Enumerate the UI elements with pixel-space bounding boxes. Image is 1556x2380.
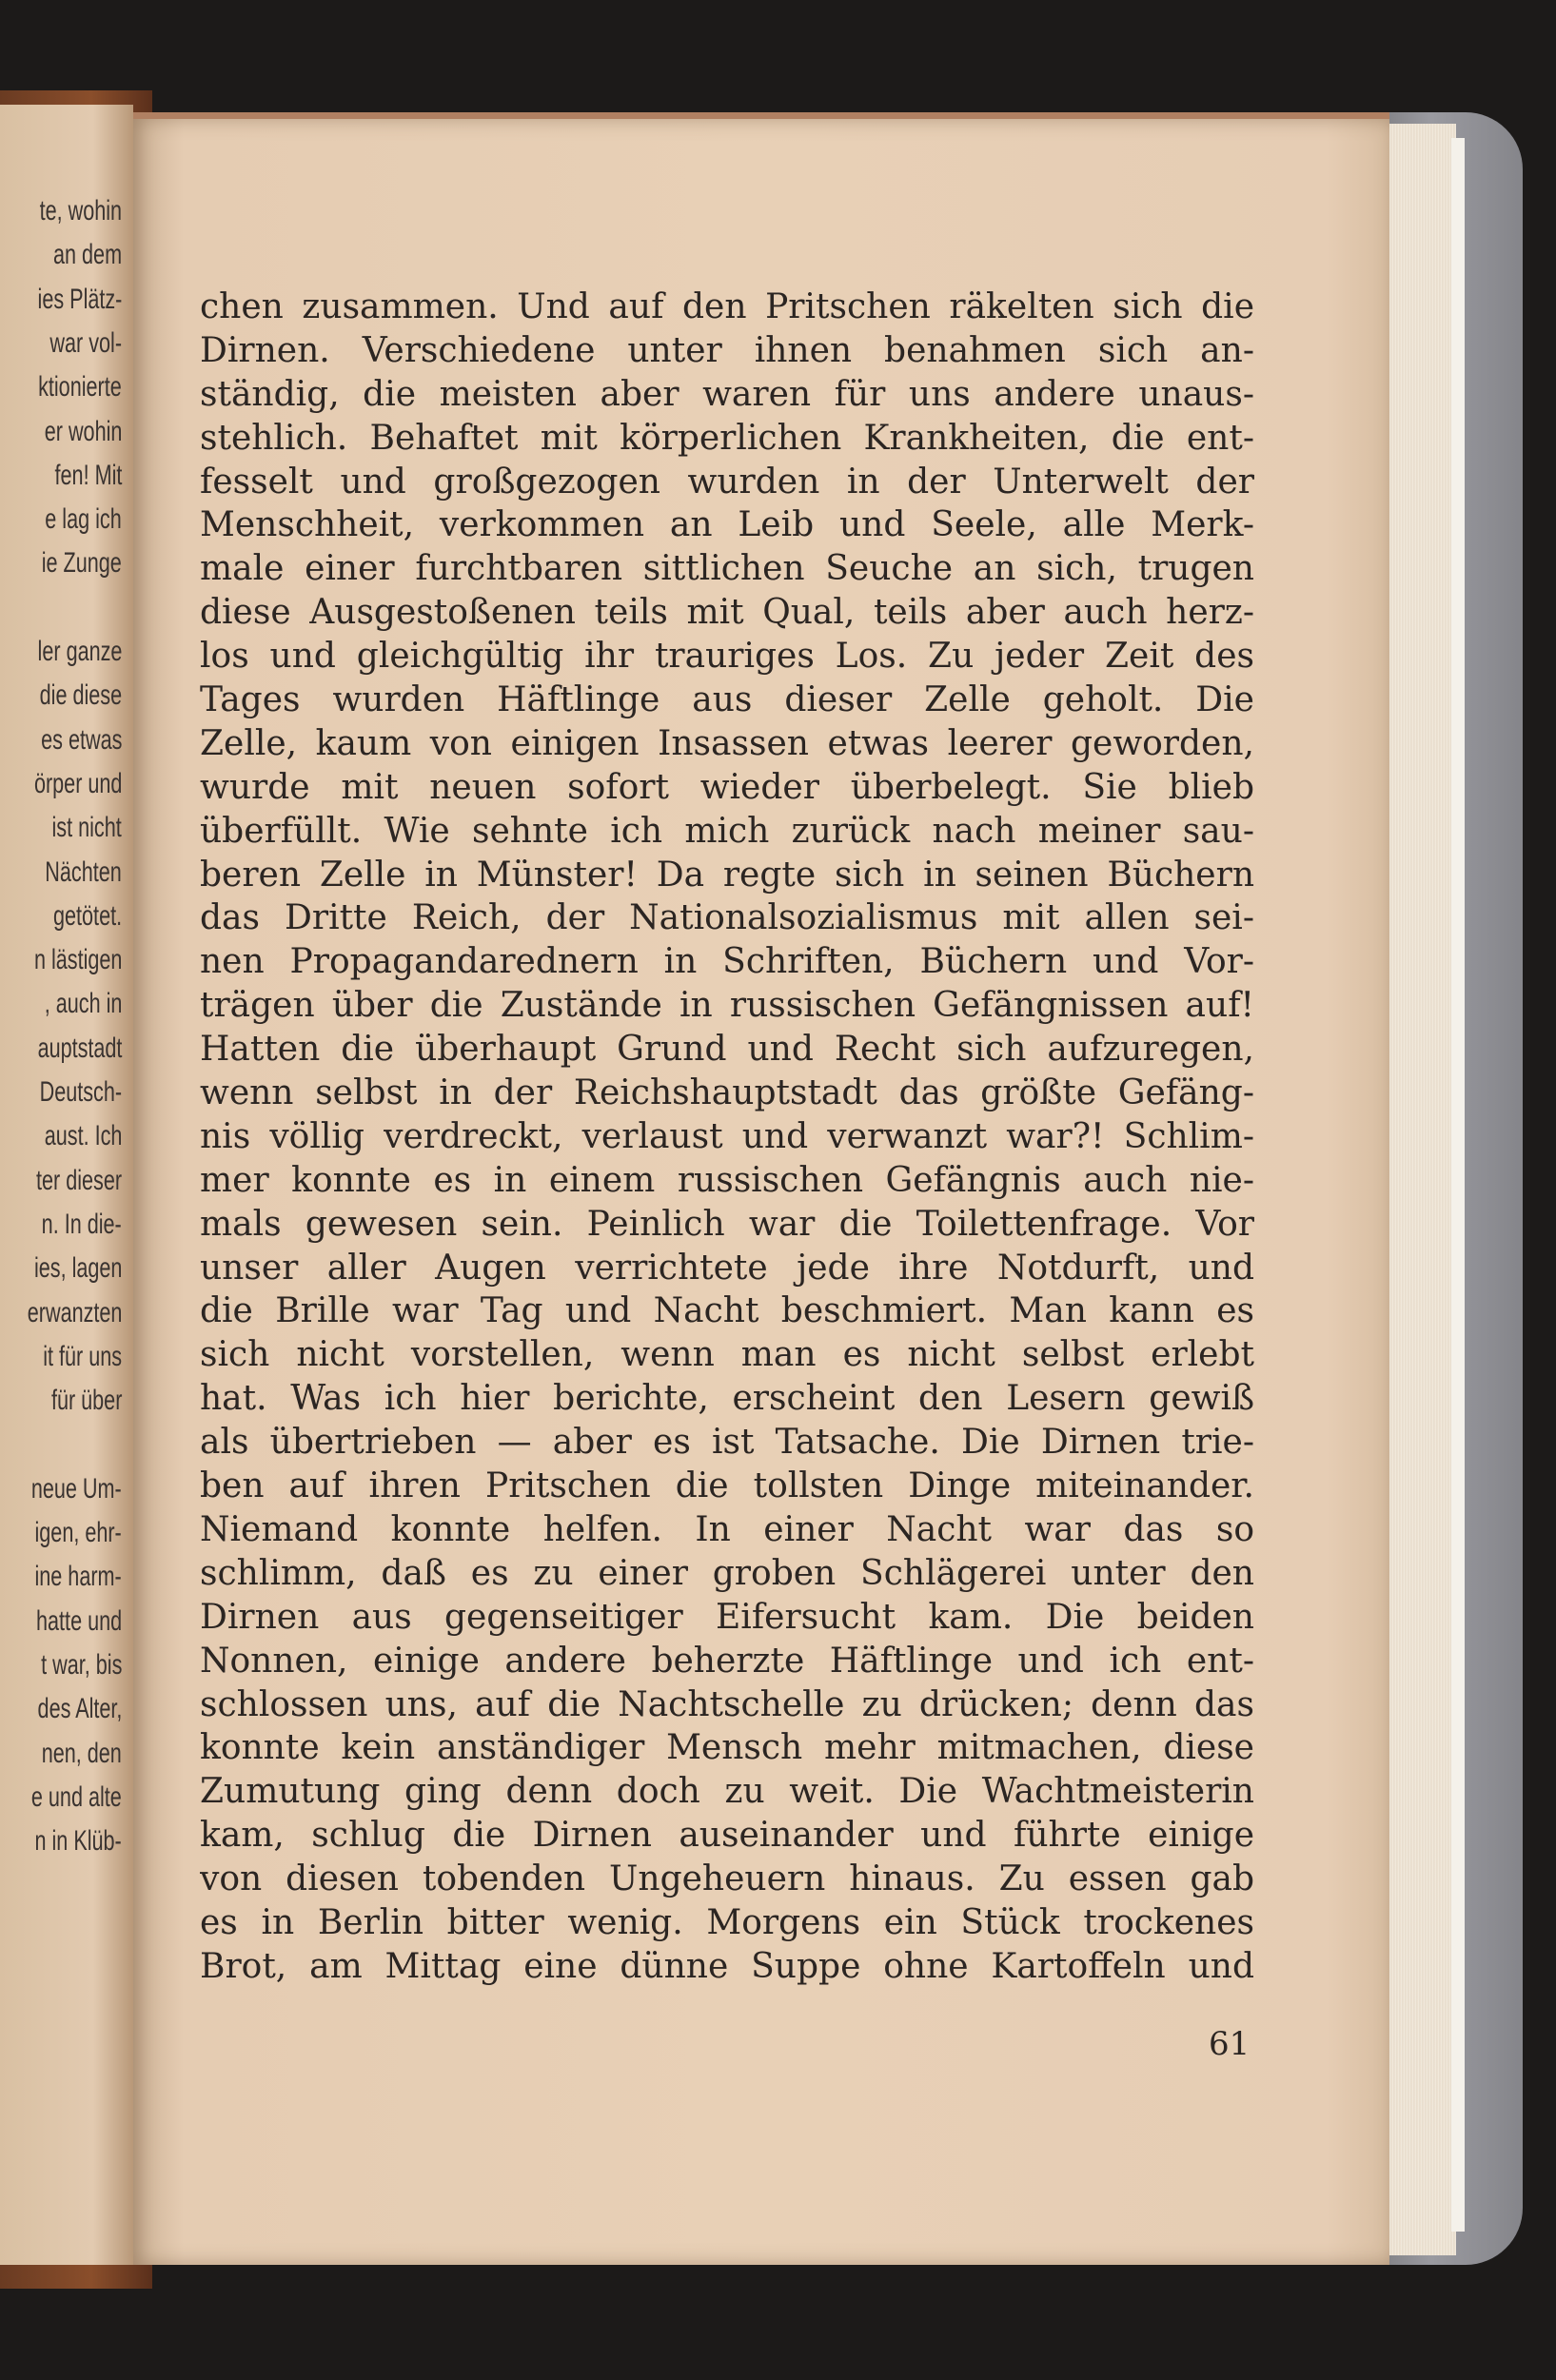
text-line: schlimm, daß es zu einer groben Schlägerei unter den <box>200 1553 1254 1593</box>
left-page-text-fragment: fen! Mit <box>54 459 122 491</box>
text-line: chen zusammen. Und auf den Pritschen räkelten sich die <box>200 287 1254 326</box>
loose-sheet <box>1451 138 1465 2232</box>
left-page <box>0 105 133 2265</box>
left-page-text-fragment: örper und <box>33 767 122 799</box>
text-line: es in Berlin bitter wenig. Morgens ein Stück trockenes <box>200 1902 1254 1942</box>
text-line: wurde mit neuen sofort wieder überbelegt. Sie blieb <box>200 767 1254 807</box>
text-line: mer konnte es in einem russischen Gefängnis auch nie- <box>200 1160 1254 1200</box>
text-line: Dirnen aus gegenseitiger Eifersucht kam. Die beiden <box>200 1597 1254 1637</box>
left-page-text-fragment: war vol- <box>49 326 122 359</box>
page-number: 61 <box>1209 2025 1251 2063</box>
left-page-text-fragment: n in Klüb- <box>34 1825 122 1858</box>
text-line: Zelle, kaum von einigen Insassen etwas leerer geworden, <box>200 723 1254 763</box>
text-line: stehlich. Behaftet mit körperlichen Krankheiten, die ent- <box>200 418 1254 458</box>
text-line: von diesen tobenden Ungeheuern hinaus. Zu essen gab <box>200 1859 1254 1899</box>
text-line: Zumutung ging denn doch zu weit. Die Wachtmeisterin <box>200 1772 1254 1812</box>
text-line: kam, schlug die Dirnen auseinander und führte einige <box>200 1816 1254 1856</box>
left-page-text-fragment: e und alte <box>31 1780 122 1813</box>
left-page-text-fragment: ies Plätz- <box>37 283 122 315</box>
text-line: schlossen uns, auf die Nachtschelle zu drücken; denn das <box>200 1684 1254 1724</box>
text-line: beren Zelle in Münster! Da regte sich in seinen Büchern <box>200 855 1254 895</box>
text-line: das Dritte Reich, der Nationalsozialismus mit allen sei- <box>200 898 1254 938</box>
left-page-text-fragment: auptstadt <box>37 1032 122 1064</box>
left-page-text-fragment: ies, lagen <box>33 1252 122 1285</box>
left-page-text-fragment: Deutsch- <box>39 1076 122 1108</box>
text-line: diese Ausgestoßenen teils mit Qual, teils aber auch herz- <box>200 593 1254 633</box>
text-line: Dirnen. Verschiedene unter ihnen benahmen sich an- <box>200 330 1254 370</box>
text-line: ständig, die meisten aber waren für uns andere unaus- <box>200 374 1254 414</box>
left-page-text-fragment: neue Um- <box>31 1472 122 1505</box>
left-page-text-fragment: aust. Ich <box>44 1120 122 1152</box>
text-line: als übertrieben — aber es ist Tatsache. Die Dirnen trie- <box>200 1423 1254 1463</box>
text-line: male einer furchtbaren sittlichen Seuche an sich, trugen <box>200 549 1254 589</box>
body-text <box>200 285 1254 1989</box>
left-page-text-fragment: Nächten <box>45 856 122 888</box>
left-page-text-fragment: e lag ich <box>45 503 122 536</box>
text-line: Nonnen, einige andere beherzte Häftlinge und ich ent- <box>200 1641 1254 1681</box>
left-page-text-fragment: , auch in <box>44 988 122 1020</box>
text-line: überfüllt. Wie sehnte ich mich zurück nach meiner sau- <box>200 811 1254 851</box>
text-line: fesselt und großgezogen wurden in der Unterwelt der <box>200 462 1254 502</box>
left-page-text-fragment: es etwas <box>40 723 122 756</box>
left-page-text-fragment: ter dieser <box>35 1164 122 1196</box>
left-page-text-fragment: ktionierte <box>38 371 122 403</box>
text-line: trägen über die Zustände in russischen Gefängnissen auf! <box>200 986 1254 1026</box>
left-page-text-fragment: t war, bis <box>40 1648 122 1681</box>
text-line: Hatten die überhaupt Grund und Recht sich aufzuregen, <box>200 1030 1254 1070</box>
left-page-text-fragment: n lästigen <box>33 944 122 976</box>
left-page-text-fragment: nen, den <box>41 1737 122 1769</box>
text-line: Tages wurden Häftlinge aus dieser Zelle geholt. Die <box>200 680 1254 720</box>
left-page-text-fragment: des Alter, <box>37 1693 122 1725</box>
text-line: Brot, am Mittag eine dünne Suppe ohne Kartoffeln und <box>200 1946 1254 1986</box>
left-page-text-fragment: erwanzten <box>27 1296 122 1328</box>
left-page-text-fragment: n. In die- <box>41 1208 122 1240</box>
text-line: hat. Was ich hier berichte, erscheint den Lesern gewiß <box>200 1379 1254 1419</box>
left-page-text-fragment: ie Zunge <box>41 547 122 580</box>
left-page-text-fragment: hatte und <box>35 1604 122 1637</box>
text-line: unser aller Augen verrichtete jede ihre Notdurft, und <box>200 1248 1254 1288</box>
text-line: Menschheit, verkommen an Leib und Seele, alle Merk- <box>200 505 1254 545</box>
text-line: konnte kein anständiger Mensch mehr mitmachen, diese <box>200 1728 1254 1768</box>
left-page-text-fragment: an dem <box>52 239 122 271</box>
left-page-text-fragment: igen, ehr- <box>34 1517 122 1548</box>
left-page-text-fragment: die diese <box>39 679 122 712</box>
text-line: die Brille war Tag und Nacht beschmiert. Man kann es <box>200 1291 1254 1331</box>
left-page-text-fragment: ist nicht <box>51 812 122 844</box>
page-edges <box>1380 124 1456 2255</box>
left-page-text-fragment: it für uns <box>43 1340 122 1372</box>
text-line: nis völlig verdreckt, verlaust und verwanzt war?! Schlim- <box>200 1116 1254 1156</box>
left-page-text-fragment: für über <box>50 1385 122 1417</box>
left-page-text-fragment: getötet. <box>52 899 122 932</box>
left-page-text-fragment: ler ganze <box>37 636 122 667</box>
text-line: los und gleichgültig ihr trauriges Los. Zu jeder Zeit des <box>200 637 1254 677</box>
text-line: nen Propagandarednern in Schriften, Büchern und Vor- <box>200 942 1254 982</box>
left-page-text-fragment: te, wohin <box>39 195 122 226</box>
left-page-text-fragment: er wohin <box>44 415 122 447</box>
text-line: mals gewesen sein. Peinlich war die Toilettenfrage. Vor <box>200 1204 1254 1244</box>
text-line: wenn selbst in der Reichshauptstadt das größte Gefäng- <box>200 1073 1254 1113</box>
left-page-text-fragment: ine harm- <box>34 1561 122 1593</box>
text-line: sich nicht vorstellen, wenn man es nicht selbst erlebt <box>200 1335 1254 1375</box>
text-line: Niemand konnte helfen. In einer Nacht war das so <box>200 1509 1254 1549</box>
text-line: ben auf ihren Pritschen die tollsten Dinge miteinander. <box>200 1466 1254 1506</box>
